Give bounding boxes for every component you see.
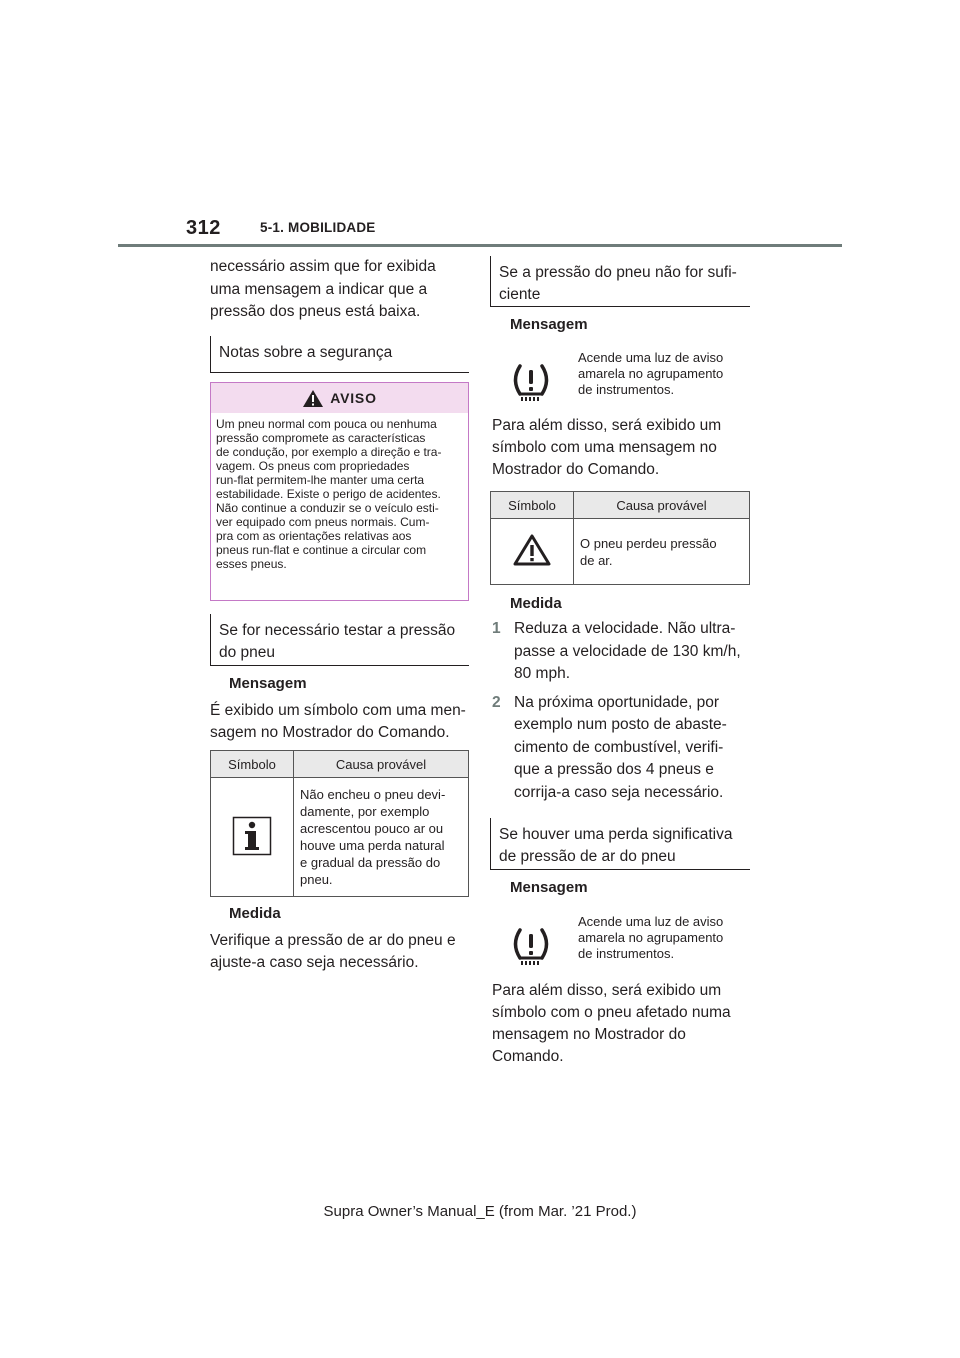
info-icon [232,816,272,856]
insufficient-pressure-heading: Se a pressão do pneu não for sufi- ciente [490,256,750,307]
measure-label: Medida [229,905,281,922]
tire-pressure-warning-icon [508,927,554,967]
message-paragraph: É exibido um símbolo com uma men- sagem no Mostrador do Comando. [210,702,466,741]
step-item: 1 Reduza a velocidade. Não ultra- passe a velocidade de 130 km/h, 80 mph. [492,620,741,682]
col-header-symbol: Símbolo [211,751,294,778]
cause-cell: Não encheu o pneu devi- damente, por exemplo acrescentou pouco ar ou houve uma perda natural e gradual da pressão do pneu. [294,778,469,897]
warning-text: Um pneu normal com pouca ou nenhuma pressão compromete as características de condução, por exemplo a direção e tra- vagem. Os pneus com propriedades run-flat permitem-lhe manter uma certa estabilidade. Existe o perigo de acidentes. Não continue a conduzir se o veículo esti- ver equipado com pneus normais. Cum- pra com as orientações relativas aos pneus run-flat e continue a circular com esses pneus. [216,417,442,571]
tire-pressure-warning-icon [508,363,554,403]
message-label: Mensagem [229,675,307,692]
symbol-cell [211,778,294,897]
warning-box [210,382,469,601]
safety-section-heading: Notas sobre a segurança [210,336,469,373]
extra-paragraph-1: Para além disso, será exibido um símbolo com uma mensagem no Mostrador do Comando. [492,417,722,478]
symbol-table-right [490,491,750,585]
col-header-cause: Causa provável [574,492,750,519]
intro-paragraph: necessário assim que for exibida uma mensagem a indicar que a pressão dos pneus está baixa. [210,258,436,320]
cause-cell: O pneu perdeu pressão de ar. [574,519,750,585]
col-header-symbol: Símbolo [491,492,574,519]
step-item: 2 Na próxima oportunidade, por exemplo num posto de abaste- cimento de combustível, verifi- que a pressão dos 4 pneus e corrija-a caso seja necessário. [492,693,727,801]
message-label-2: Mensagem [510,879,588,896]
section-title: 5-1. MOBILIDADE [260,220,376,235]
measure-paragraph: Verifique a pressão de ar do pneu e ajuste-a caso seja necessário. [210,932,456,971]
warning-title: AVISO [330,390,377,406]
measure-label-right: Medida [510,595,562,612]
extra-paragraph-2: Para além disso, será exibido um símbolo com o pneu afetado numa mensagem no Mostrador do Comando. [492,982,731,1065]
test-pressure-heading: Se for necessário testar a pressão do pneu [210,614,469,666]
header-rule [118,244,842,247]
warning-triangle-icon [302,389,324,408]
footer-text: Supra Owner’s Manual_E (from Mar. ’21 Prod.) [323,1203,637,1220]
warning-header [211,383,468,413]
warning-triangle-icon [513,534,551,566]
col-header-cause: Causa provável [294,751,469,778]
message-label-1: Mensagem [510,316,588,333]
steps-list [492,618,757,804]
symbol-cell [491,519,574,585]
warning-light-text-2: Acende uma luz de aviso amarela no agrupamento de instrumentos. [578,914,724,961]
page-number: 312 [186,217,221,239]
symbol-table-left [210,750,469,897]
pressure-loss-heading: Se houver uma perda significativa de pressão de ar do pneu [490,818,750,870]
warning-light-text-1: Acende uma luz de aviso amarela no agrupamento de instrumentos. [578,350,724,397]
